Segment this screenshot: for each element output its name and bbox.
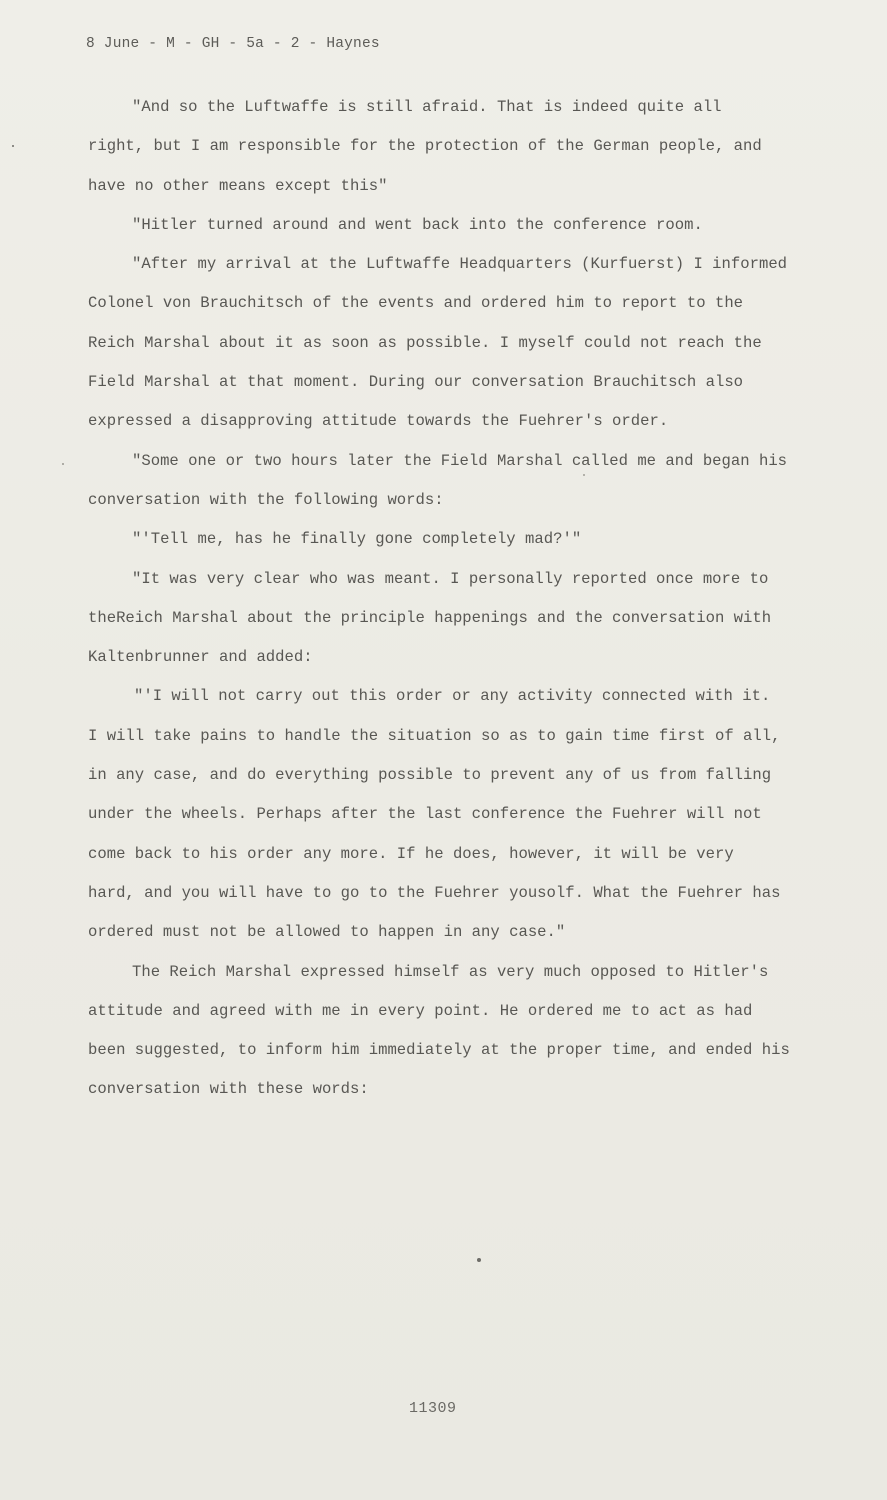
text-line: have no other means except this" bbox=[88, 176, 388, 195]
page-number: 11309 bbox=[409, 1400, 457, 1417]
paper-speck bbox=[583, 474, 585, 476]
text-line: Colonel von Brauchitsch of the events and ordered him to report to the bbox=[88, 294, 744, 313]
text-line: right, but I am responsible for the protection of the German people, and bbox=[88, 137, 762, 156]
text-line: come back to his order any more. If he does, however, it will be very bbox=[88, 844, 734, 863]
paper-speck bbox=[12, 145, 14, 147]
text-line: been suggested, to inform him immediately at the proper time, and ended his bbox=[88, 1041, 790, 1060]
page-header: 8 June - M - GH - 5a - 2 - Haynes bbox=[86, 36, 380, 52]
text-line: "After my arrival at the Luftwaffe Headquarters (Kurfuerst) I informed bbox=[132, 255, 788, 274]
text-line: "And so the Luftwaffe is still afraid. That is indeed quite all bbox=[132, 98, 722, 116]
text-line: Reich Marshal about it as soon as possible. I myself could not reach the bbox=[88, 333, 762, 352]
paper-speck bbox=[477, 1258, 481, 1262]
text-line: "'I will not carry out this order or any activity connected with it. bbox=[134, 687, 771, 706]
text-line: Field Marshal at that moment. During our conversation Brauchitsch also bbox=[88, 373, 744, 392]
text-line: "It was very clear who was meant. I personally reported once more to bbox=[132, 569, 769, 588]
document-body bbox=[88, 88, 813, 1110]
text-line: attitude and agreed with me in every point. He ordered me to act as had bbox=[88, 1001, 753, 1020]
paper-speck bbox=[62, 463, 64, 465]
text-line: conversation with the following words: bbox=[88, 490, 444, 509]
text-line: ordered must not be allowed to happen in any case." bbox=[88, 923, 566, 942]
text-line: Kaltenbrunner and added: bbox=[88, 648, 313, 667]
text-line: "'Tell me, has he finally gone completely mad?'" bbox=[132, 530, 582, 549]
text-line: conversation with these words: bbox=[88, 1080, 369, 1099]
text-line: expressed a disapproving attitude towards the Fuehrer's order. bbox=[88, 412, 669, 431]
text-line: hard, and you will have to go to the Fuehrer yousolf. What the Fuehrer has bbox=[88, 883, 781, 902]
text-line: The Reich Marshal expressed himself as very much opposed to Hitler's bbox=[132, 962, 769, 981]
text-line: under the wheels. Perhaps after the last conference the Fuehrer will not bbox=[88, 805, 762, 824]
text-line: theReich Marshal about the principle happenings and the conversation with bbox=[88, 608, 772, 627]
text-line: in any case, and do everything possible to prevent any of us from falling bbox=[88, 766, 772, 785]
text-line: "Hitler turned around and went back into the conference room. bbox=[132, 215, 703, 234]
text-line: "Some one or two hours later the Field Marshal called me and began his bbox=[132, 451, 788, 470]
text-line: I will take pains to handle the situation so as to gain time first of all, bbox=[88, 726, 781, 745]
